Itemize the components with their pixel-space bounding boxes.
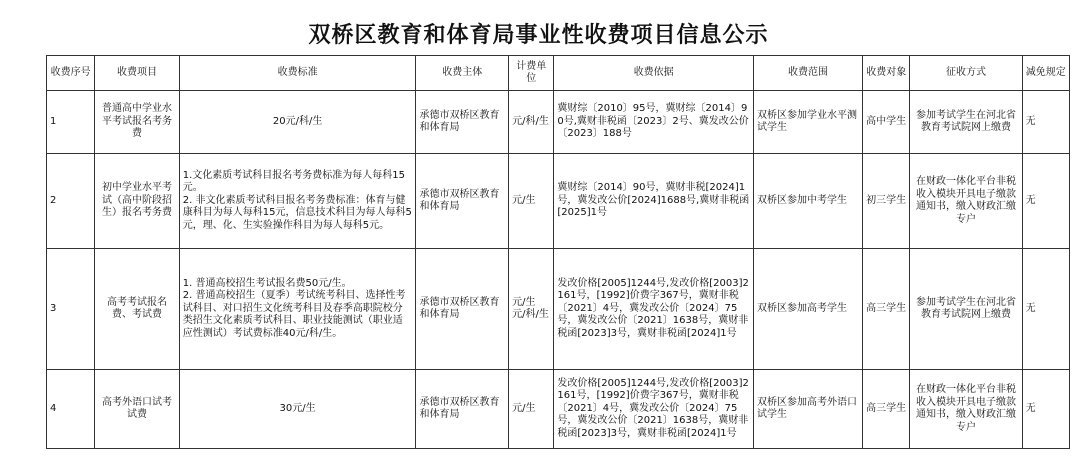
cell-unit: 元/生	[509, 370, 554, 449]
cell-exempt: 无	[1022, 154, 1069, 249]
header-target: 收费对象	[863, 56, 910, 91]
cell-method: 参加考试学生在河北省教育考试院网上缴费	[910, 91, 1022, 154]
header-seq: 收费序号	[47, 56, 95, 91]
cell-subject: 承德市双桥区教育和体育局	[416, 370, 509, 449]
cell-exempt: 无	[1022, 91, 1069, 154]
table-row	[47, 249, 1070, 370]
cell-subject: 承德市双桥区教育和体育局	[416, 91, 509, 154]
cell-standard: 30元/生	[179, 370, 416, 449]
header-standard: 收费标准	[179, 56, 416, 91]
table-row	[47, 91, 1070, 154]
cell-scope: 双桥区参加高考外语口试学生	[754, 370, 863, 449]
cell-item: 普通高中学业水平考试报名考务费	[95, 91, 179, 154]
table-row	[47, 370, 1070, 449]
cell-method: 在财政一体化平台非税收入模块开具电子缴款通知书，缴入财政汇缴专户	[910, 370, 1022, 449]
cell-standard: 1. 普通高校招生考试报名费50元/生。 2. 普通高校招生（夏季）考试统考科目、选择性考试科目、对口招生文化统考科目及春季高职院校分类招生文化素质考试科目、职业技能测试（职业适应性测试）考试费标准40元/科/生。	[179, 249, 416, 370]
header-scope: 收费范围	[754, 56, 863, 91]
cell-unit: 元/生	[509, 154, 554, 249]
table-row	[47, 154, 1070, 249]
table-header-row	[47, 56, 1070, 91]
cell-basis: 冀财综〔2014〕90号，冀财非税[2024]1号，冀发改公价[2024]1688号,冀财非税函[2025]1号	[554, 154, 754, 249]
cell-method: 在财政一体化平台非税收入模块开具电子缴款通知书，缴入财政汇缴专户	[910, 154, 1022, 249]
cell-seq: 3	[47, 249, 95, 370]
cell-exempt: 无	[1022, 370, 1069, 449]
cell-seq: 1	[47, 91, 95, 154]
header-method: 征收方式	[910, 56, 1022, 91]
cell-basis: 发改价格[2005]1244号,发改价格[2003]2161号，[1992]价费字367号，冀财非税〔2021〕4号，冀发改公价〔2024〕75号，冀发改公价〔2021〕1638号，冀财非税函[2023]3号，冀财非税函[2024]1号	[554, 370, 754, 449]
cell-target: 高中学生	[863, 91, 910, 154]
cell-exempt: 无	[1022, 249, 1069, 370]
cell-seq: 2	[47, 154, 95, 249]
cell-basis: 冀财综〔2010〕95号，冀财综〔2014〕90号,冀财非税函〔2023〕2号、冀发改公价〔2023〕188号	[554, 91, 754, 154]
cell-basis: 发改价格[2005]1244号,发改价格[2003]2161号，[1992]价费字367号，冀财非税〔2021〕4号，冀发改公价〔2024〕75号，冀发改公价〔2021〕1638号，冀财非税函[2023]3号，冀财非税函[2024]1号	[554, 249, 754, 370]
header-unit: 计费单位	[509, 56, 554, 91]
cell-standard: 1.文化素质考试科目报名考务费标准为每人每科15元。 2. 非文化素质考试科目报名考务费标准：体育与健康科目为每人每科15元，信息技术科目为每人每科5元，理、化、生实验操作科目为每人每科5元。	[179, 154, 416, 249]
cell-target: 初三学生	[863, 154, 910, 249]
cell-target: 高三学生	[863, 249, 910, 370]
cell-scope: 双桥区参加学业水平测试学生	[754, 91, 863, 154]
header-subject: 收费主体	[416, 56, 509, 91]
cell-target: 高三学生	[863, 370, 910, 449]
cell-scope: 双桥区参加高考学生	[754, 249, 863, 370]
cell-unit: 元/生 元/科/生	[509, 249, 554, 370]
cell-method: 参加考试学生在河北省教育考试院网上缴费	[910, 249, 1022, 370]
cell-scope: 双桥区参加中考学生	[754, 154, 863, 249]
cell-subject: 承德市双桥区教育和体育局	[416, 154, 509, 249]
cell-item: 高考考试报名费、考试费	[95, 249, 179, 370]
header-basis: 收费依据	[554, 56, 754, 91]
cell-unit: 元/科/生	[509, 91, 554, 154]
cell-seq: 4	[47, 370, 95, 449]
header-item: 收费项目	[95, 56, 179, 91]
cell-item: 初中学业水平考试（高中阶段招生）报名考务费	[95, 154, 179, 249]
cell-standard: 20元/科/生	[179, 91, 416, 154]
page-title: 双桥区教育和体育局事业性收费项目信息公示	[308, 23, 769, 48]
cell-subject: 承德市双桥区教育和体育局	[416, 249, 509, 370]
fee-table	[46, 55, 1070, 449]
header-exempt: 减免规定	[1022, 56, 1069, 91]
cell-item: 高考外语口试考试费	[95, 370, 179, 449]
